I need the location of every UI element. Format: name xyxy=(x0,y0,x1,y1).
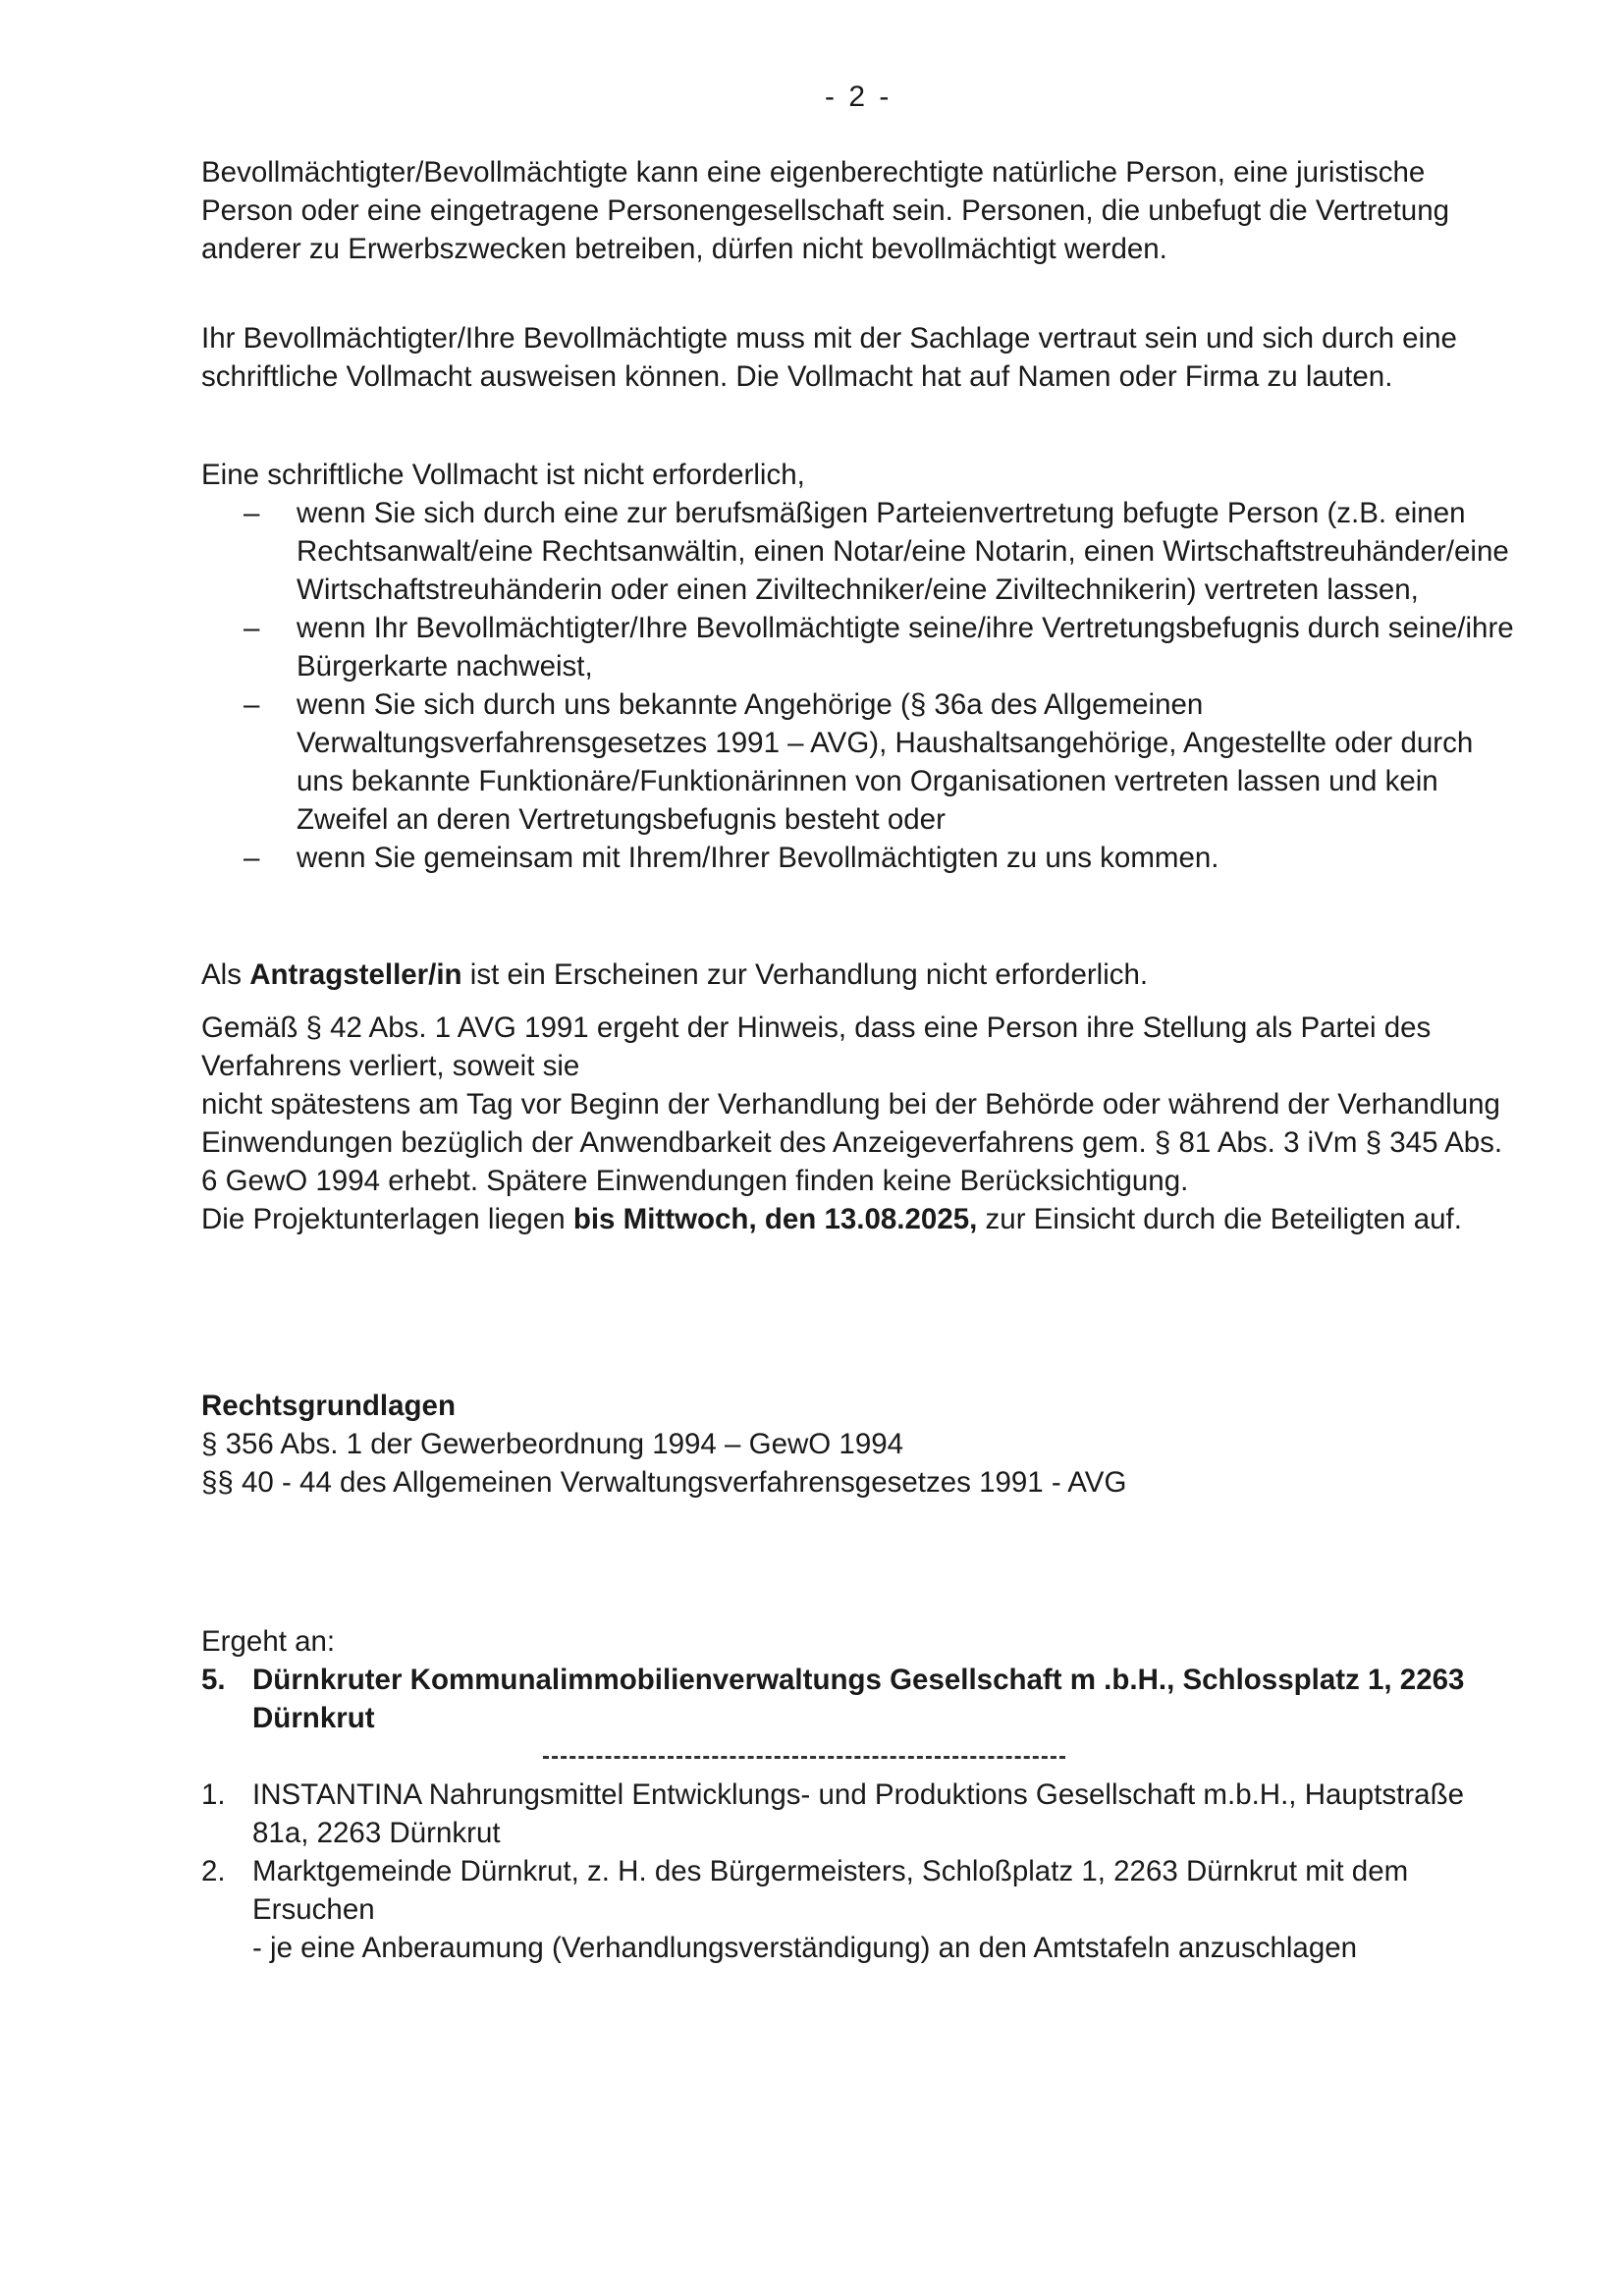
list-item-text: wenn Sie gemeinsam mit Ihrem/Ihrer Bevollmächtigten zu uns kommen. xyxy=(297,842,1219,874)
separator-line xyxy=(543,1756,1065,1759)
recipient-text: Marktgemeinde Dürnkrut, z. H. des Bürgermeisters, Schloßplatz 1, 2263 Dürnkrut mit dem Ersuchen xyxy=(252,1855,1409,1926)
text-fragment: zur Einsicht durch die Beteiligten auf. xyxy=(977,1203,1462,1235)
list-item-text: wenn Sie sich durch eine zur berufsmäßigen Parteienvertretung befugte Person (z.B. einen Rechtsanwalt/eine Rechtsanwältin, einen Notar/eine Notarin, einen Wirtschaftstreuhänder/eine Wirtschaftstreuhänderin oder einen Ziviltechniker/eine Ziviltechnikerin) vertreten lassen, xyxy=(297,497,1509,606)
deadline-date: bis Mittwoch, den 13.08.2025, xyxy=(572,1203,978,1235)
list-item xyxy=(201,839,1522,877)
legal-basis-line: §§ 40 - 44 des Allgemeinen Verwaltungsverfahrensgesetzes 1991 - AVG xyxy=(201,1466,1127,1499)
exception-list xyxy=(201,494,1522,877)
applicant-term: Antragsteller/in xyxy=(249,958,462,991)
list-item xyxy=(201,1776,1522,1852)
paragraph-applicant xyxy=(201,956,1522,994)
paragraph-project-documents xyxy=(201,1200,1522,1238)
dash-bullet: – xyxy=(244,612,260,644)
list-item-text: wenn Ihr Bevollmächtigter/Ihre Bevollmächtigte seine/ihre Vertretungsbefugnis durch seine/ihre Bürgerkarte nachweist, xyxy=(297,612,1514,683)
list-item xyxy=(201,685,1522,839)
recipient-request: - je eine Anberaumung (Verhandlungsverständigung) an den Amtstafeln anzuschlagen xyxy=(252,1932,1358,1964)
objection-notice-body: nicht spätestens am Tag vor Beginn der Verhandlung bei der Behörde oder während der Verhandlung Einwendungen bezüglich der Anwendbarkeit des Anzeigeverfahrens gem. § 81 Abs. 3 iVm § 345 Abs. 6 GewO 1994 erhebt. Spätere Einwendungen finden keine Berücksichtigung. xyxy=(201,1088,1503,1197)
list-item xyxy=(201,494,1522,609)
recipient-number: 2. xyxy=(201,1855,226,1887)
paragraph-objection-notice xyxy=(201,1009,1522,1238)
dash-bullet: – xyxy=(244,497,260,529)
distribution-items xyxy=(201,1776,1522,1967)
primary-recipient-list xyxy=(201,1661,1522,1737)
text-fragment: Als xyxy=(201,958,250,991)
list-item xyxy=(201,1852,1522,1967)
legal-basis-heading: Rechtsgrundlagen xyxy=(201,1390,456,1422)
legal-basis-line: § 356 Abs. 1 der Gewerbeordnung 1994 – GewO 1994 xyxy=(201,1428,904,1460)
dash-bullet: – xyxy=(244,842,260,874)
exception-section xyxy=(201,456,1522,877)
recipient-text: INSTANTINA Nahrungsmittel Entwicklungs- und Produktions Gesellschaft m.b.H., Hauptstraße 81a, 2263 Dürnkrut xyxy=(252,1778,1465,1849)
dash-bullet: – xyxy=(244,688,260,721)
recipient-text: Dürnkruter Kommunalimmobilienverwaltungs Gesellschaft m .b.H., Schlossplatz 1, 2263 Dürnkrut xyxy=(252,1664,1465,1734)
distribution-list xyxy=(201,1776,1522,1967)
paragraph-power-of-attorney: Ihr Bevollmächtigter/Ihre Bevollmächtigte muss mit der Sachlage vertraut sein und sich durch eine schriftliche Vollmacht ausweisen können. Die Vollmacht hat auf Namen oder Firma zu lauten. xyxy=(201,322,1457,393)
list-item xyxy=(201,609,1522,685)
recipient-number: 5. xyxy=(201,1664,226,1696)
recipients-section xyxy=(201,1622,1522,1737)
recipients-intro: Ergeht an: xyxy=(201,1625,336,1658)
text-fragment: ist ein Erscheinen zur Verhandlung nicht erforderlich. xyxy=(461,958,1149,991)
legal-basis-section xyxy=(201,1387,1522,1502)
page-number: - 2 - xyxy=(825,81,893,113)
recipient-number: 1. xyxy=(201,1778,226,1811)
objection-notice-intro: Gemäß § 42 Abs. 1 AVG 1991 ergeht der Hinweis, dass eine Person ihre Stellung als Partei des Verfahrens verliert, soweit sie xyxy=(201,1011,1432,1082)
exception-intro: Eine schriftliche Vollmacht ist nicht erforderlich, xyxy=(201,459,805,491)
text-fragment: Die Projektunterlagen liegen xyxy=(201,1203,573,1235)
list-item-text: wenn Sie sich durch uns bekannte Angehörige (§ 36a des Allgemeinen Verwaltungsverfahrensgesetzes 1991 – AVG), Haushaltsangehörige, Angestellte oder durch uns bekannte Funktionäre/Funktionärinnen von Organisationen vertreten lassen und kein Zweifel an deren Vertretungsbefugnis besteht oder xyxy=(297,688,1474,836)
paragraph-authorized-person: Bevollmächtigter/Bevollmächtigte kann eine eigenberechtigte natürliche Person, eine juristische Person oder eine eingetragene Personengesellschaft sein. Personen, die unbefugt die Vertretung anderer zu Erwerbszwecken betreiben, dürfen nicht bevollmächtigt werden. xyxy=(201,156,1450,265)
primary-recipient xyxy=(201,1661,1522,1737)
